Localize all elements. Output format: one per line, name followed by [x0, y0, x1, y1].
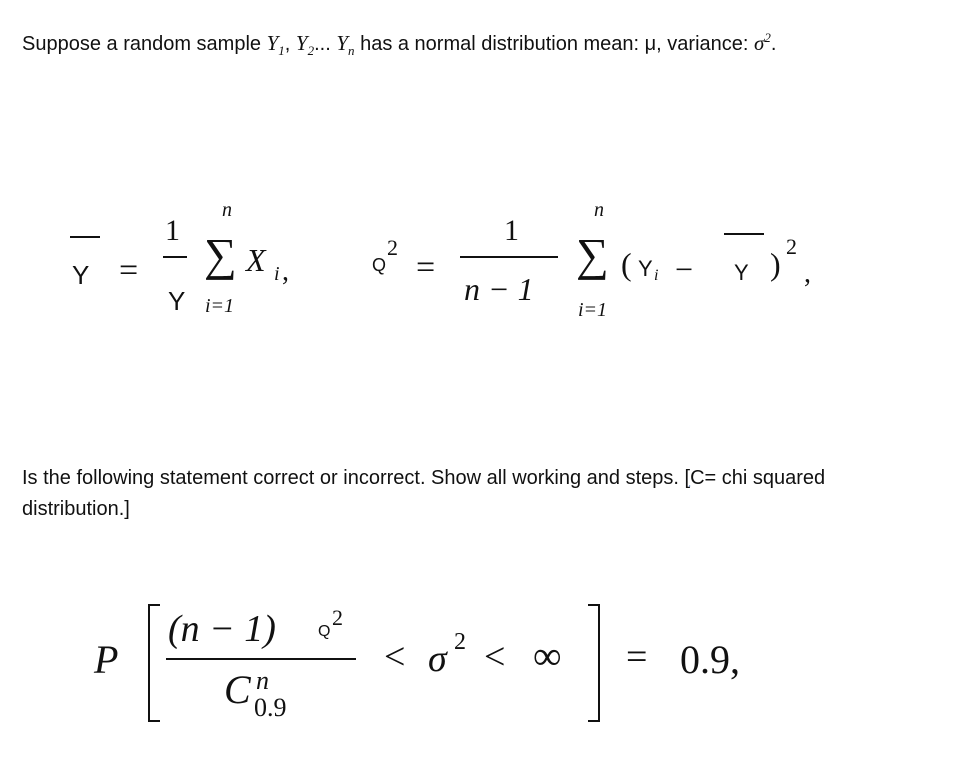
question-line-1b: C= chi squared [690, 467, 826, 489]
eq3-value: 0.9, [680, 637, 740, 682]
eq3-c: C [224, 667, 251, 712]
eq2-close-paren: ) [770, 246, 781, 282]
question-text [22, 463, 922, 525]
var-sigma: $\sigma^2$ [754, 30, 771, 55]
eq1-equals: = [119, 252, 139, 289]
eq2-open-paren: ( [621, 246, 632, 282]
var-y1: $Y_1$ [266, 31, 285, 59]
eq2-sum-upper: n [594, 199, 604, 221]
eq1-denominator: Y [168, 286, 186, 316]
eq1-x-sub: i [274, 263, 280, 285]
intro-period: . [770, 33, 777, 55]
eq2-ybar-overline [724, 233, 764, 235]
intro-text-2: has a normal distribution mean: μ, variance: [354, 33, 755, 55]
sum-icon: ∑ [576, 229, 609, 280]
eq2-equals: = [416, 249, 436, 286]
eq3-numerator: (n − 1) [168, 608, 276, 650]
intro-comma: , [284, 33, 296, 55]
eq2-square: 2 [786, 234, 797, 259]
eq2-sum-lower: i=1 [578, 299, 608, 321]
question-line-1: Is the following statement correct or incorrect. Show all working and steps. [22, 467, 685, 489]
eq3-c-sub: 0.9 [254, 693, 287, 722]
ybar-overline [70, 236, 100, 238]
eq1-comma: , [282, 256, 289, 287]
eq2-comma: , [804, 258, 811, 289]
infinity-icon: ∞ [533, 633, 562, 678]
eq2-yi: Y [638, 256, 653, 281]
eq1-numerator: 1 [165, 214, 180, 247]
var-y2: $Y_2$ [295, 31, 315, 59]
ybar-symbol: Y [72, 260, 90, 290]
eq3-sigma: σ [428, 638, 447, 680]
right-bracket [588, 604, 600, 722]
eq3-sigma-square: 2 [454, 629, 466, 655]
eq2-ybar: Y [734, 260, 749, 285]
eq2-fraction-bar [460, 256, 558, 258]
eq2-numerator: 1 [504, 214, 519, 247]
eq1-sum-upper: n [222, 199, 232, 221]
intro-statement [22, 30, 776, 59]
eq3-lt-1: < [384, 636, 406, 678]
q-symbol: Q [372, 255, 387, 275]
eq3-q-square: 2 [332, 605, 343, 630]
question-bracket: [ [684, 467, 691, 489]
eq1-sum-lower: i=1 [205, 295, 235, 317]
prob-p: P [94, 637, 119, 682]
question-line-2: distribution.] [22, 498, 130, 520]
eq3-fraction-bar [166, 658, 356, 660]
var-yn: $Y_n$ [336, 31, 355, 59]
left-bracket [148, 604, 160, 722]
sum-icon: ∑ [204, 229, 237, 280]
eq3-c-sup: n [256, 666, 269, 695]
eq2-yi-sub: i [654, 267, 659, 284]
eq2-minus: − [675, 251, 694, 287]
q-square: 2 [387, 235, 398, 260]
intro-text-1: Suppose a random sample [22, 33, 267, 55]
eq1-x-var: X [246, 242, 266, 278]
eq3-lt-2: < [484, 636, 506, 678]
intro-ellipsis: ... [314, 33, 337, 55]
eq1-fraction-bar [163, 256, 187, 258]
eq2-denominator: n − 1 [464, 271, 534, 307]
eq3-q: Q [318, 623, 331, 640]
eq3-equals: = [626, 636, 648, 678]
